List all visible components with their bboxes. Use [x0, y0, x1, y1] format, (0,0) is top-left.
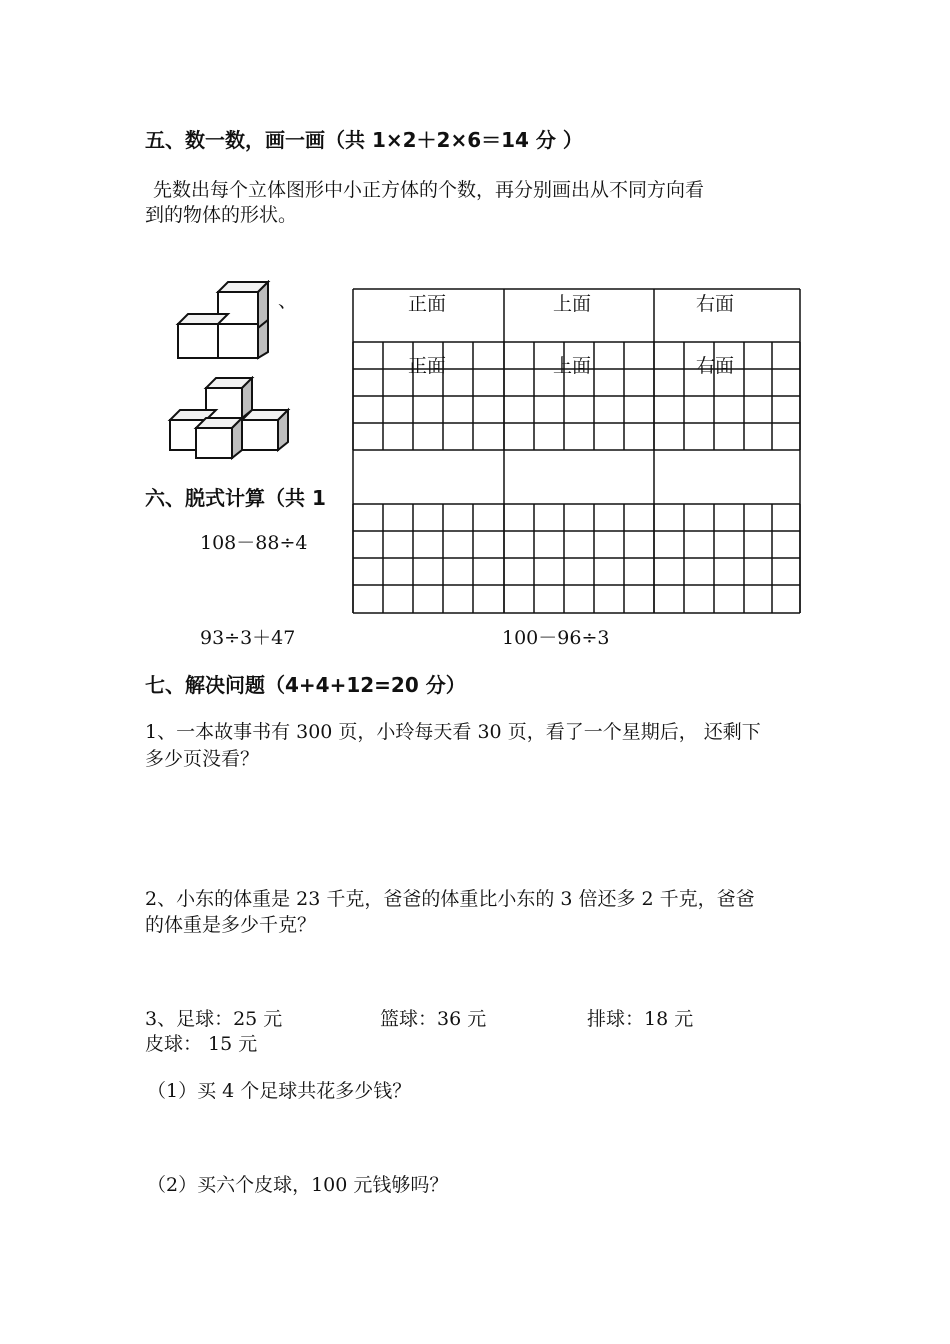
q3-sub1: （1）买 4 个足球共花多少钱？: [147, 1080, 412, 1102]
q2-line2: 的体重是多少千克？: [145, 914, 317, 936]
q3-price-football: 3、足球：25 元: [145, 1008, 283, 1030]
view-label-right: 右面: [695, 293, 735, 315]
q3-price-volleyball: 排球：18 元: [587, 1008, 694, 1030]
view-label-top: 上面: [552, 293, 592, 315]
calc-problem-1: 108－88÷4: [200, 532, 308, 554]
view-label-right-2: 右面: [695, 355, 735, 377]
q3-price-rubber-ball: 皮球： 15 元: [145, 1033, 258, 1055]
cube-figure-1: [170, 280, 275, 362]
section5-mark: 、: [278, 290, 298, 312]
section6-heading: 六、脱式计算（共 1: [145, 486, 326, 510]
q3-sub2: （2）买六个皮球，100 元钱够吗？: [147, 1174, 449, 1196]
section5-instruction-line1: 先数出每个立体图形中小正方体的个数，再分别画出从不同方向看: [153, 179, 705, 201]
calc-problem-3: 100－96÷3: [502, 627, 610, 649]
section5-heading: 五、数一数，画一画（共 1×2＋2×6＝14 分 ）: [145, 128, 583, 152]
calc-problem-2: 93÷3＋47: [200, 627, 296, 649]
section7-heading: 七、解决问题（4+4+12=20 分）: [145, 673, 466, 697]
drawing-grid: [352, 288, 802, 618]
view-label-top-2: 上面: [552, 355, 592, 377]
q3-price-basketball: 篮球：36 元: [380, 1008, 487, 1030]
view-label-front: 正面: [407, 293, 447, 315]
section5-instruction-line2: 到的物体的形状。: [145, 204, 298, 226]
cube-figure-2: [166, 376, 296, 461]
q1-line2: 多少页没看？: [145, 748, 260, 770]
view-label-front-2: 正面: [407, 355, 447, 377]
q2-line1: 2、小东的体重是 23 千克，爸爸的体重比小东的 3 倍还多 2 千克，爸爸: [145, 888, 755, 910]
q1-line1: 1、一本故事书有 300 页，小玲每天看 30 页，看了一个星期后， 还剩下: [145, 721, 761, 743]
